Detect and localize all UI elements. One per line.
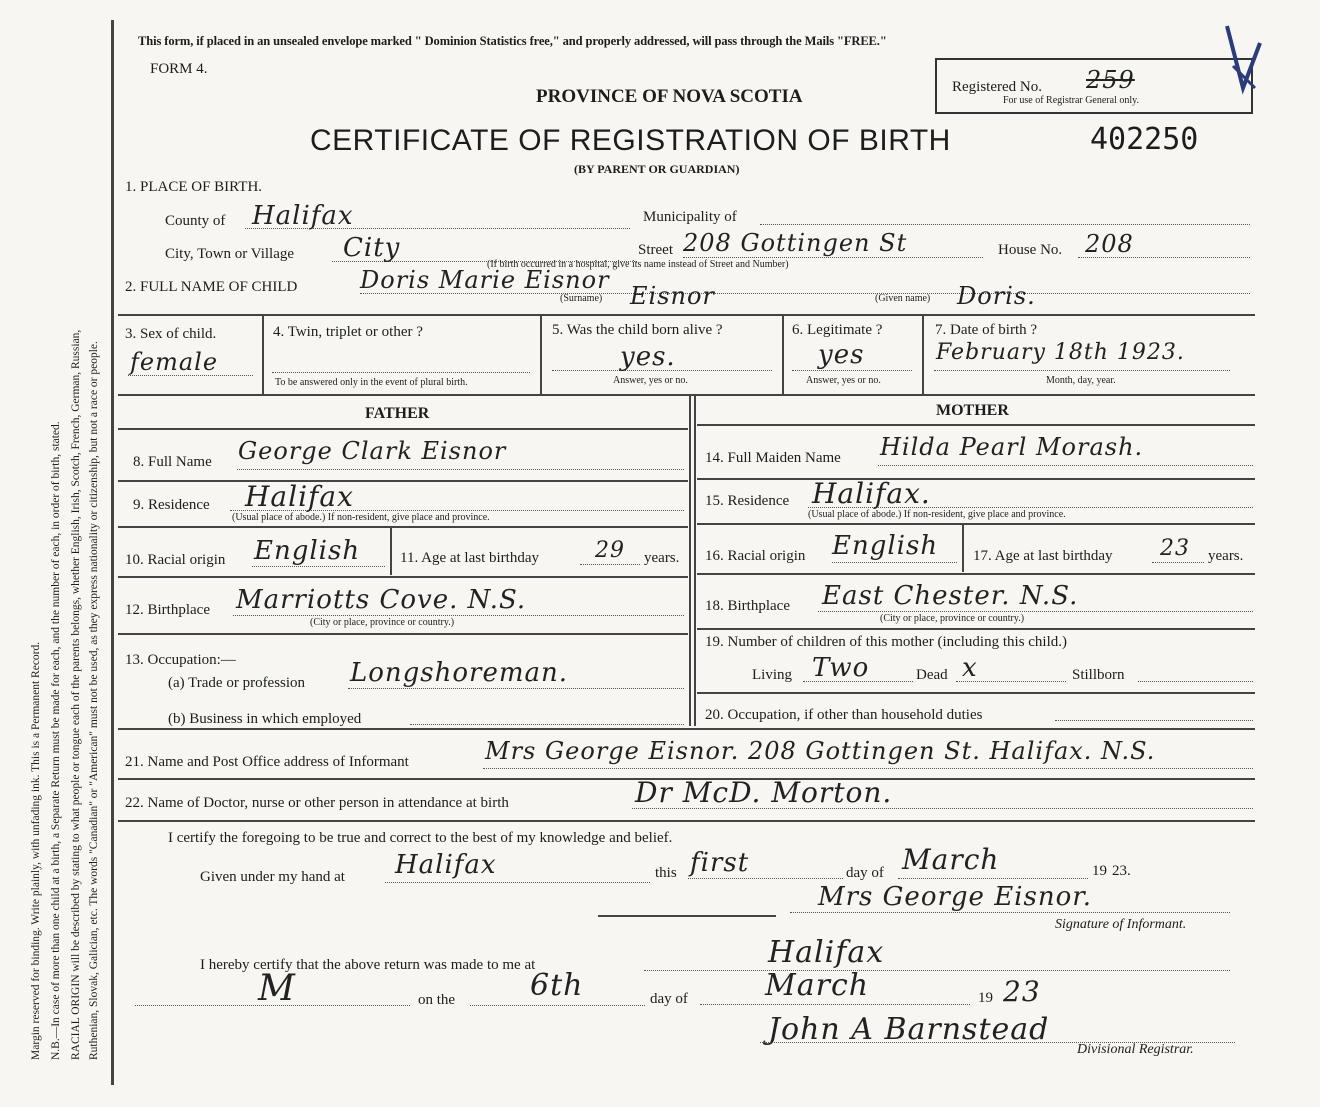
doctor-value: Dr McD. Morton. [635,776,893,809]
street-value: 208 Gottingen St [683,229,908,257]
mother-name-value: Hilda Pearl Morash. [880,433,1144,461]
place-of-birth-label: 1. PLACE OF BIRTH. [125,179,263,195]
father-birthplace-label: 12. Birthplace [125,602,210,618]
given-day-value: first [690,848,750,878]
sex-label: 3. Sex of child. [125,326,217,342]
hospital-note: (If birth occurred in a hospital, give its name instead of Street and Number) [487,259,789,270]
municipality-label: Municipality of [643,209,737,225]
house-no-label: House No. [998,242,1063,258]
father-residence-note: (Usual place of abode.) If non-resident, give place and province. [232,512,490,523]
certificate-title: CERTIFICATE OF REGISTRATION OF BIRTH [310,124,951,157]
year-prefix-2: 19 [978,990,993,1006]
dob-note: Month, day, year. [1046,375,1116,386]
mother-birthplace-value: East Chester. N.S. [822,581,1079,611]
legitimate-note: Answer, yes or no. [806,375,881,386]
child-name-label: 2. FULL NAME OF CHILD [125,279,298,295]
mother-racial-value: English [832,531,939,561]
father-name-label: 8. Full Name [133,454,212,470]
twin-note: To be answered only in the event of plural birth. [275,377,468,388]
occupation-label: 13. Occupation:— [125,652,236,668]
reg-day-of-label: day of [650,991,688,1007]
province-heading: PROVINCE OF NOVA SCOTIA [536,86,803,107]
informant-value: Mrs George Eisnor. 208 Gottingen St. Halifax. N.S. [485,737,1156,765]
given-under-label: Given under my hand at [200,869,345,885]
father-racial-value: English [254,536,361,566]
informant-signature: Mrs George Eisnor. [818,882,1093,912]
margin-note-2: N.B.—In case of more than one child at a birth, a Separate Return must be made for each, and the number of each, in order of birth, stated. [50,421,62,1060]
children-count-label: 19. Number of children of this mother (including this child.) [705,634,1068,650]
dob-value: February 18th 1923. [936,340,1185,365]
registrar-signature: John A Barnstead [768,1012,1050,1047]
father-trade-value: Longshoreman. [350,658,569,688]
margin-note-1: Margin reserved for binding. Write plainly, with unfading ink. This is a Permanent Record. [30,641,42,1060]
binding-margin-line [111,20,114,1085]
registration-month-value: March [765,968,870,1003]
doctor-label: 22. Name of Doctor, nurse or other person in attendance at birth [125,795,509,811]
father-racial-label: 10. Racial origin [125,552,226,568]
child-name-value: Doris Marie Eisnor [360,266,610,294]
mother-residence-note: (Usual place of abode.) If non-resident, give place and province. [808,509,1066,520]
dead-label: Dead [916,667,948,683]
city-label: City, Town or Village [165,246,295,262]
county-label: County of [165,213,226,229]
mother-years-label: years. [1208,548,1244,564]
this-label: this [655,865,677,881]
mother-residence-label: 15. Residence [705,493,790,509]
registered-number: 259 [1086,66,1135,94]
registration-place-value: Halifax [768,935,885,970]
street-label: Street [638,242,673,258]
father-birthplace-value: Marriotts Cove. N.S. [236,585,527,615]
on-the-label: on the [418,992,456,1008]
father-heading: FATHER [365,405,430,422]
twin-label: 4. Twin, triplet or other ? [273,324,423,340]
divisional-registrar-label: Divisional Registrar. [1077,1042,1194,1057]
city-value: City [343,233,401,263]
father-age-value: 29 [595,538,625,563]
registered-label: Registered No. [952,79,1042,95]
margin-note-4: Ruthenian, Slovak, Galician, etc. The words "Canadian" or "American" must not be used, as they express nationality or citizenship, but not a race or people. [88,341,100,1060]
father-age-label: 11. Age at last birthday [400,550,539,566]
year-prefix-1: 19 [1092,863,1107,879]
given-name-value: Doris. [957,282,1036,310]
certificate-subtitle: (BY PARENT OR GUARDIAN) [574,162,740,176]
mother-occupation-label: 20. Occupation, if other than household duties [705,707,983,723]
certify-statement: I certify the foregoing to be true and correct to the best of my knowledge and belief. [168,830,673,846]
day-of-label: day of [846,865,884,881]
registrar-certify-label: I hereby certify that the above return was made to me at [200,957,536,973]
stillborn-label: Stillborn [1072,667,1125,683]
legitimate-value: yes [818,340,865,370]
form-number: FORM 4. [150,61,208,77]
business-label: (b) Business in which employed [168,711,362,727]
county-value: Halifax [252,201,354,231]
born-alive-note: Answer, yes or no. [613,375,688,386]
certificate-number: 402250 [1090,122,1199,157]
surname-label: (Surname) [560,293,603,304]
margin-note-3: RACIAL ORIGIN will be described by stating to what people or tongue each of the parents belongs, whether English, Irish, Scotch, French, German, Russian, [70,329,82,1060]
given-at-value: Halifax [395,850,497,880]
mother-birthplace-note: (City or place, province or country.) [880,613,1025,624]
mother-residence-value: Halifax. [812,477,931,510]
given-year-value: 23. [1112,863,1131,879]
registrar-use-note: For use of Registrar General only. [1003,95,1139,106]
mother-heading: MOTHER [936,402,1009,419]
registration-year-value: 23 [1003,975,1041,1008]
born-alive-value: yes. [620,342,676,372]
postal-notice: This form, if placed in an unsealed envelope marked " Dominion Statistics free," and properly addressed, will pass through the Mails "FREE." [138,34,887,48]
father-name-value: George Clark Eisnor [238,437,507,465]
mother-age-value: 23 [1160,536,1190,561]
mother-birthplace-label: 18. Birthplace [705,598,790,614]
mother-name-label: 14. Full Maiden Name [705,450,841,466]
dead-value: x [962,653,978,683]
father-birthplace-note: (City or place, province or country.) [310,617,455,628]
father-years-label: years. [644,550,680,566]
father-residence-value: Halifax [245,480,354,513]
born-alive-label: 5. Was the child born alive ? [552,322,723,338]
mother-age-label: 17. Age at last birthday [973,548,1113,564]
registration-initial: M [258,968,296,1009]
dob-label: 7. Date of birth ? [935,322,1038,338]
living-value: Two [812,653,870,683]
signature-informant-label: Signature of Informant. [1055,917,1187,932]
surname-value: Eisnor [630,282,715,310]
informant-label: 21. Name and Post Office address of Informant [125,754,409,770]
sex-value: female [130,348,219,376]
check-mark-icon [1165,18,1265,98]
mother-racial-label: 16. Racial origin [705,548,806,564]
given-name-label: (Given name) [875,293,931,304]
given-month-value: March [902,843,1000,876]
living-label: Living [752,667,792,683]
registration-day-value: 6th [530,968,584,1003]
legitimate-label: 6. Legitimate ? [792,322,883,338]
father-residence-label: 9. Residence [133,497,210,513]
house-no-value: 208 [1085,230,1134,258]
trade-label: (a) Trade or profession [168,675,306,691]
